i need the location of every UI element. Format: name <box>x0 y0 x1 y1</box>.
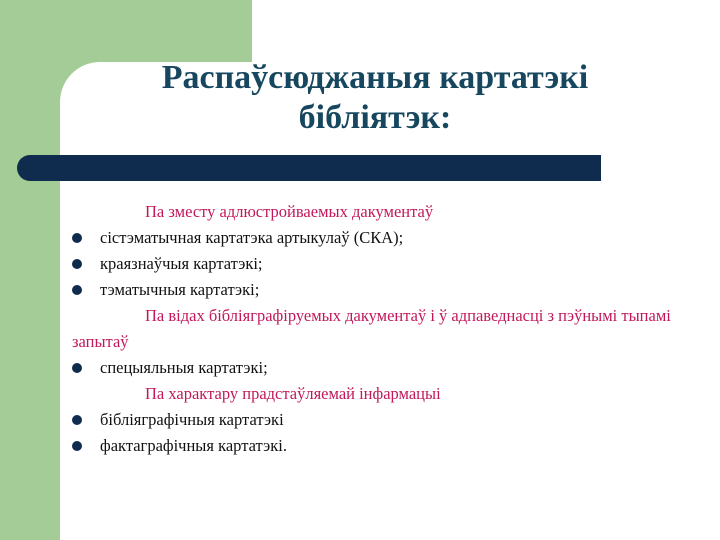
bullet-icon <box>72 441 82 451</box>
list-item <box>72 407 692 433</box>
title-line-2: бібліятэк: <box>298 99 452 136</box>
list-item-text: бібліяграфічныя картатэкі <box>100 410 284 429</box>
section-2-heading: Па відах бібліяграфіруемых дакументаў і ў адпаведнасці з пэўнымі тыпамі запытаў <box>72 306 671 351</box>
list-item-text: спецыяльныя картатэкі; <box>100 358 268 377</box>
section-1-heading: Па зместу адлюстройваемых дакументаў <box>145 202 434 221</box>
left-green-bar <box>0 0 60 540</box>
slide-content <box>72 199 692 459</box>
bullet-icon <box>72 415 82 425</box>
list-item-text: сістэматычная картатэка артыкулаў (СКА); <box>100 228 404 247</box>
list-item-text: тэматычныя картатэкі; <box>100 280 260 299</box>
list-item <box>72 355 692 381</box>
list-item-text: фактаграфічныя картатэкі. <box>100 436 287 455</box>
list-item-text: краязнаўчыя картатэкі; <box>100 254 263 273</box>
list-item <box>72 433 692 459</box>
bullet-icon <box>72 233 82 243</box>
bullet-icon <box>72 285 82 295</box>
list-item <box>72 225 692 251</box>
list-item <box>72 251 692 277</box>
title-line-1: Распаўсюджаныя картатэкі <box>161 59 589 96</box>
bullet-icon <box>72 259 82 269</box>
bullet-icon <box>72 363 82 373</box>
slide-title <box>120 58 630 138</box>
section-3-heading: Па характару прадстаўляемай інфармацыі <box>145 384 441 403</box>
title-underline-bar <box>17 155 601 181</box>
list-item <box>72 277 692 303</box>
